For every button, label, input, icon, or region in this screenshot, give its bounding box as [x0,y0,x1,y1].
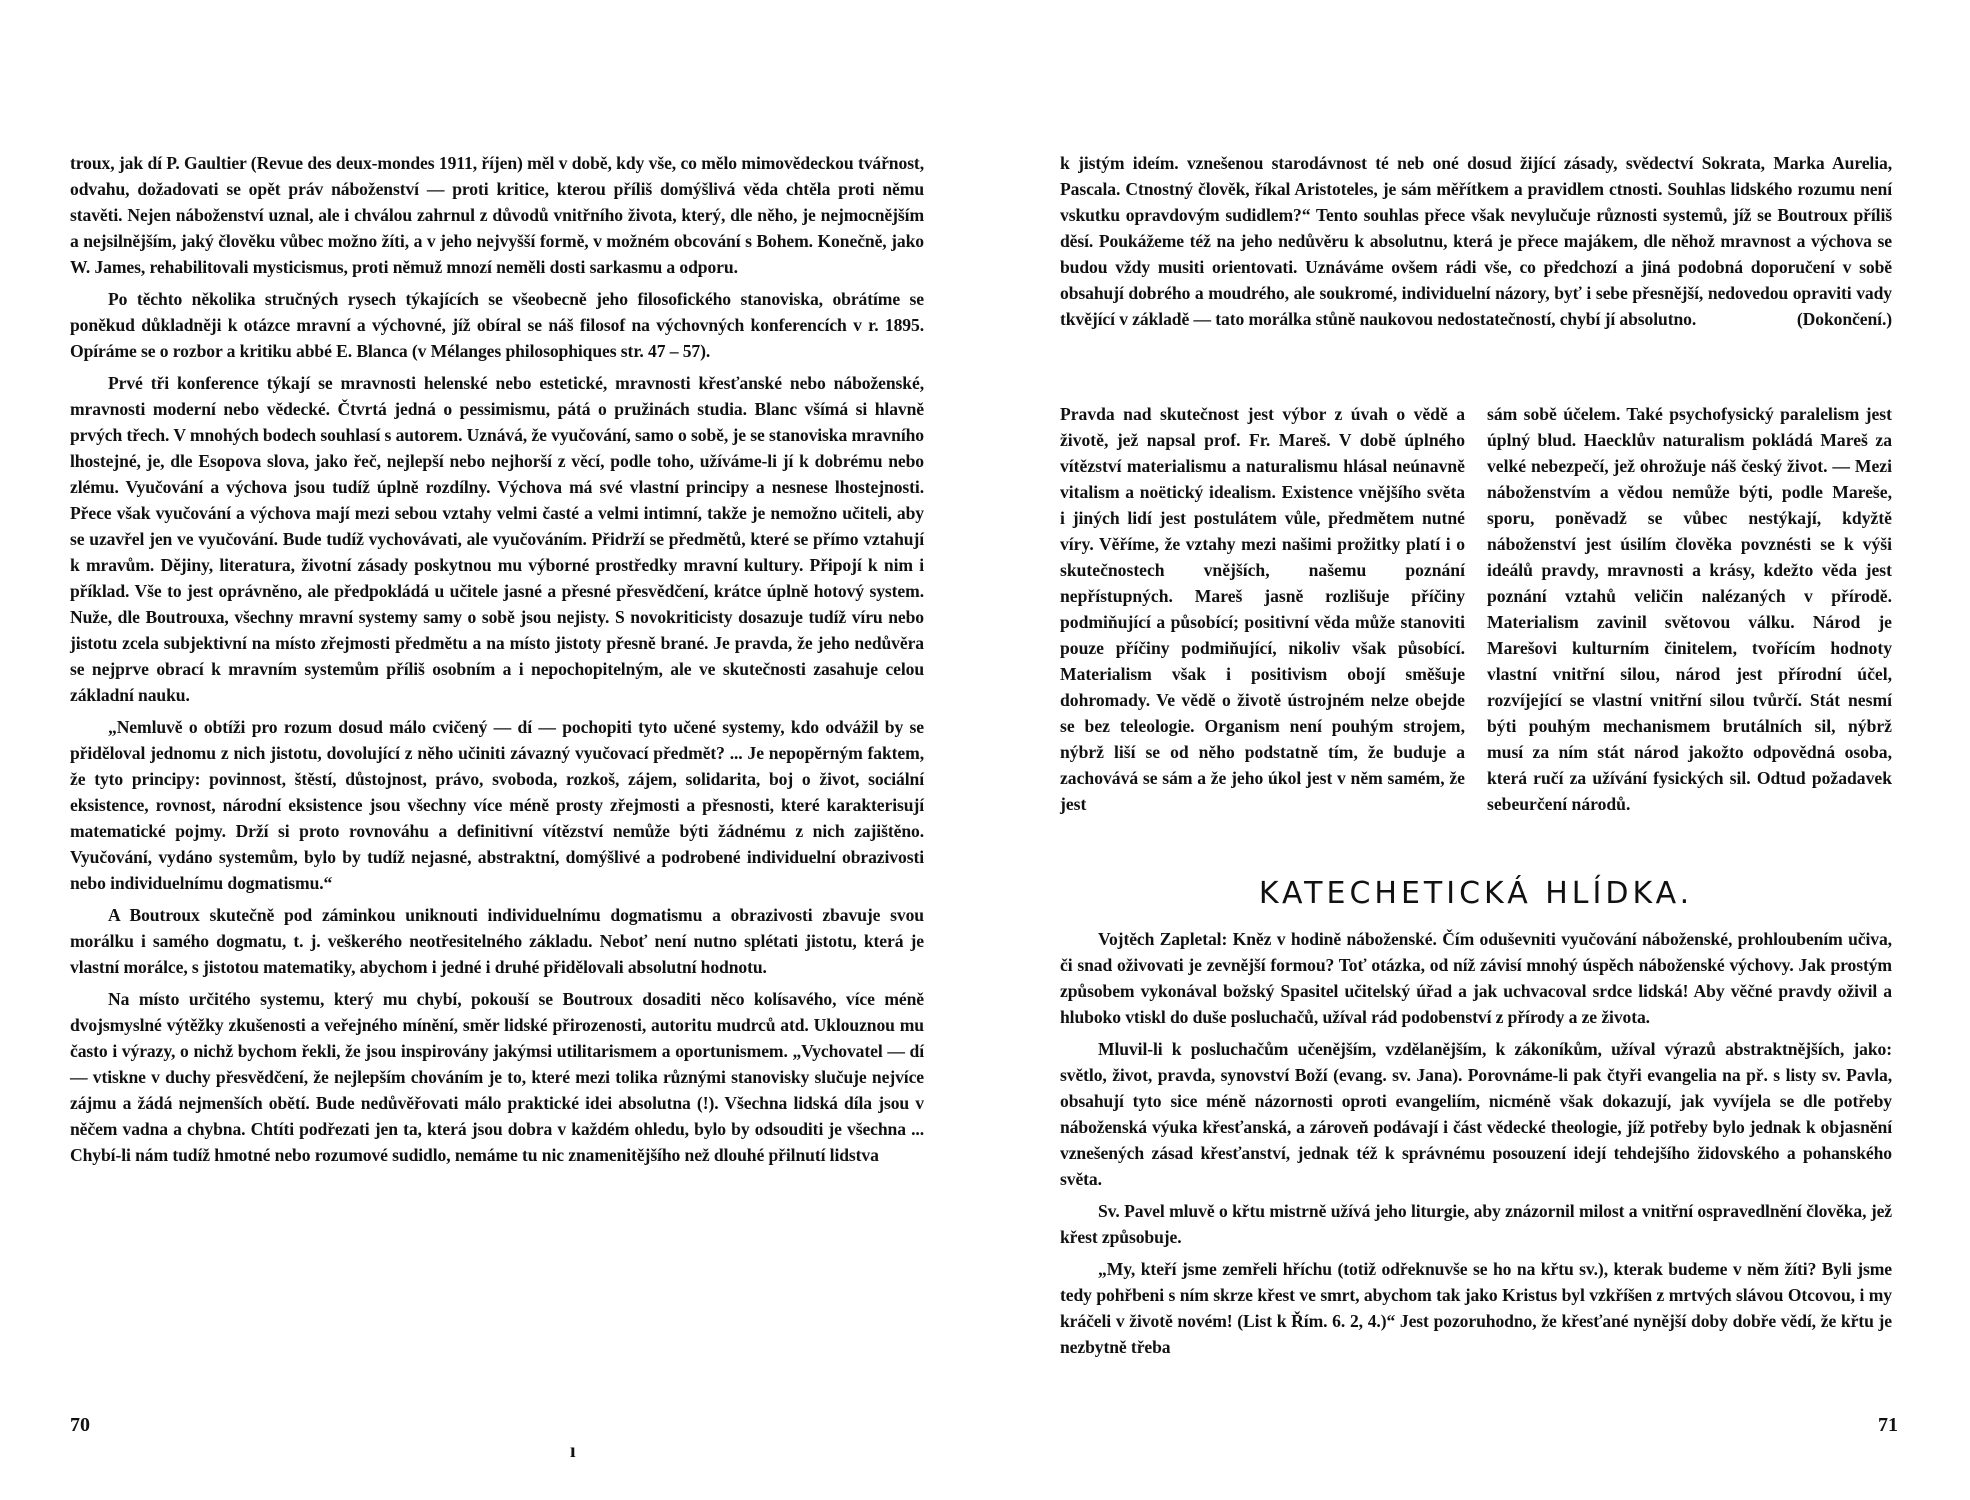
paragraph: Mluvil-li k posluchačům učenějším, vzdělanějším, k zákoníkům, užíval výrazů abstraktnějších, jako: světlo, život, pravda, synovství Boží (evang. sv. Jana). Porovnáme-li pak čtyři evangelia na př. s listy sv. Pavla, obsahují tyto sice méně názornosti oproti evangeliím, nicméně však dokazují, jak vyvíjela se dle potřeby náboženská výuka křesťanská, a zároveň podávají i část vědecké theologie, jíž potřeby bylo jednak k objasnění vznešených zásad křesťanství, jednak též k správnému posouzení idejí tehdejšího židovského a pohanského světa. [1060,1039,1892,1189]
intro-text: k jistým ideím. vznešenou starodávnost té neb oné dosud žijící zásady, svědectví Sokrata, Marka Aurelia, Pascala. Ctnostný člověk, říkal Aristoteles, je sám měřítkem a pravidlem ctnosti. Souhlas lidského rozumu není vskutku opravdovým sudidlem?“ Tento souhlas přece však nevylučuje různosti systemů, jíž se Boutroux příliš děsí. Poukážeme též na jeho nedůvěru k absolutnu, která je přece majákem, dle něhož mravnost a výchova se budou vždy musiti orientovati. Uznáváme ovšem rádi vše, co předchozí a jiná podobná doporučení v sobě obsahují dobrého a moudrého, ale soukromé, individuelní názory, byť i sebe přesnější, nedovedou opraviti vady tkvějící v základě — tato morálka stůně naukovou nedostatečností, chybí jí absolutno. [1060,153,1892,329]
paragraph: Prvé tři konference týkají se mravnosti helenské nebo estetické, mravnosti křesťanské nebo náboženské, mravnosti moderní nebo vědecké. Čtvrtá jedná o pessimismu, pátá o pružinách studia. Blanc všímá si hlavně prvých třech. V mnohých bodech souhlasí s autorem. Uznává, že vyučování, samo o sobě, je se stanoviska mravního lhostejné, je, dle Esopova slova, jako řeč, nejlepší nebo nejhorší z věcí, podle toho, užíváme-li jí k dobrému nebo zlému. Vyučování a výchova jsou tudíž úplně rozdílny. Výchova má své vlastní principy a nesnese lhostejnosti. Přece však vyučování a výchova mají mezi sebou vztahy velmi časté a velmi intimní, takže je nemožno učiteli, aby se uzavřel jen ve vyučování. Bude tudíž vychovávati, ale vyučováním. Přidrží se předmětů, které se přímo vztahují k mravům. Dějiny, literatura, životní zásady poskytnou mu výborné prostředky mravní kultury. Připojí k nim i příklad. Vše to jest oprávněno, ale předpokládá u učitele jasné a přesné přesvědčení, krátce úplně hotový system. Nuže, dle Boutrouxa, všechny mravní systemy samy o sobě jsou nejisty. S novokriticisty dosazuje tudíž víru nebo jistotu zcela subjektivní na místo zřejmosti předmětu a na místo jistoty přesně brané. Je pravda, že jeho nedůvěra se nejprve obrací k mravním systemům příliš osobním a i nepochopitelným, ale ve skutečnosti zasahuje celou základní nauku. [70,373,924,705]
right-intro-column [1060,150,1892,338]
stray-mark: ı [570,1440,576,1462]
paragraph: troux, jak dí P. Gaultier (Revue des deux-mondes 1911, říjen) měl v době, kdy vše, co mělo mimovědeckou tvářnost, odvahu, dožadovati se opět práv náboženství — proti kritice, kterou příliš domýšlivá věda chtěla proti němu stavěti. Nejen náboženství uznal, ale i chválou zahrnul z důvodů vnitřního života, který, dle něho, je nejmocnějším a nejsilnějším, jaký člověku vůbec možno žíti, a v jeho nejvyšší formě, v možném obcování s Bohem. Konečně, jako W. James, rehabilitovali mysticismus, proti němuž mnozí neměli dosti sarkasmu a odporu. [70,153,924,277]
paragraph: A Boutroux skutečně pod záminkou uniknouti individuelnímu dogmatismu a obrazivosti zbavuje svou morálku i samého dogmatu, t. j. veškerého neotřesitelného základu. Neboť není nutno splétati jistotu, která je vlastní morálce, s jistotou matematiky, abychom i jedné i druhé přidělovali absolutní hodnotu. [70,905,924,977]
section-heading: KATECHETICKÁ HLÍDKA. [1258,876,1694,911]
paragraph: „My, kteří jsme zemřeli hříchu (totiž odřeknuvše se ho na křtu sv.), kterak budeme v něm žíti? Byli jsme tedy pohřbeni s ním skrze křest ve smrt, abychom tak jako Kristus byl vzkříšen z mrtvých slávou Otcovou, i my kráčeli v životě novém! (List k Řím. 6. 2, 4.)“ Jest pozoruhodno, že křesťané nynější doby dobře vědí, že křtu je nezbytně třeba [1060,1259,1892,1357]
paragraph: Po těchto několika stručných rysech týkajících se všeobecně jeho filosofického stanoviska, obrátíme se poněkud důkladněji k otázce mravní a výchovné, jíž obíral se náš filosof na výchovných konferencích v r. 1895. Opíráme se o rozbor a kritiku abbé E. Blanca (v Mélanges philosophiques str. 47 – 57). [70,289,924,361]
paragraph: Na místo určitého systemu, který mu chybí, pokouší se Boutroux dosaditi něco kolísavého, více méně dvojsmyslné výtěžky zkušenosti a veřejného mínění, směr lidské přirozenosti, autoritu mudrců atd. Uklouznou mu často i výrazy, o nichž bychom řekli, že jsou inspirovány jakýmsi utilitarismem a oportunismem. „Vychovatel — dí — vtiskne v duchy přesvědčení, že nejlepším chováním je to, které mezi tolika různými stanovisky slučuje nejvíce zájmu a žádá nejmenších obětí. Bude nedůvěřovati málo praktické idei absolutna (!). Všechna lidská díla jsou v něčem vadna a chybna. Chtíti podřezati jen ta, která jsou dobra v každém ohledu, bylo by odsouditi je všechna ... Chybí-li nám tudíž hmotné nebo rozumové sudidlo, nemáme tu nic znamenitějšího než dlouhé přilnutí lidstva [70,989,924,1165]
page-number: 70 [70,1414,90,1436]
review-column-left [1060,401,1465,817]
paragraph [1060,150,1892,332]
paragraph: „Nemluvě o obtíži pro rozum dosud málo cvičený — dí — pochopiti tyto učené systemy, kdo odvážil by se přiděloval jednomu z nich jistotu, dovolující z něho učiniti závazný vyučovací předmět? ... Je nepopěrným faktem, že tyto principy: povinnost, štěstí, důstojnost, právo, svoboda, rozkoš, zájem, solidarita, boj o život, sociální eksistence, rovnost, národní eksistence jsou všechny více méně prosty zřejmosti a přesnosti, které karakterisují matematické pojmy. Drží si proto rovnováhu a definitivní vítězství nemůže býti žádnému z nich zajištěno. Vyučování, vydáno systemům, bylo by tudíž nejasné, abstraktní, domýšlivé a podrobené individuelní obrazivosti nebo individuelnímu dogmatismu.“ [70,717,924,893]
page-number: 71 [1878,1414,1898,1436]
katechetika-column [1060,926,1892,1366]
paragraph: sám sobě účelem. Také psychofysický paralelism jest úplný blud. Haecklův naturalism pokládá Mareš za velké nebezpečí, jež ohrožuje náš český život. — Mezi náboženstvím a vědou nemůže býti, podle Mareše, sporu, poněvadž se vůbec nestýkají, kdyžtě náboženství jest úsilím člověka povznésti se k výši ideálů pravdy, mravnosti a krásy, kdežto věda jest poznání vztahů veličin nalézaných v přírodě. Materialism zavinil světovou válku. Národ je Marešovi kulturním činitelem, tvořícím hodnoty vlastní vnitřní silou, národ jest přírodní účel, rozvíjející se vlastní vnitřní silou tvůrčí. Stát nesmí býti pouhým mechanismem brutálních sil, nýbrž musí za ním stát národ jakožto odpovědná osoba, která ručí za užívání fysických sil. Odtud požadavek sebeurčení národů. [1487,404,1892,814]
paragraph: Pravda nad skutečnost jest výbor z úvah o vědě a životě, jež napsal prof. Fr. Mareš. V době úplného vítězství materialismu a naturalismu hlásal neúnavně vitalism a noëtický idealism. Existence vnějšího světa i jiných lidí jest postulátem vůle, předmětem nutné víry. Věříme, že vztahy mezi našimi prožitky platí i o skutečnostech vnějších, našemu poznání nepřístupných. Mareš jasně rozlišuje příčiny podmiňující a působící; positivní věda může stanoviti pouze příčiny podmiňující, nikoliv však působící. Materialism však i positivism obojí směšuje dohromady. Ve vědě o životě ústrojném nelze obejde se bez teleologie. Organism není pouhým strojem, nýbrž liší se od něho podstatně tím, že buduje a zachovává se sám a že jeho úkol jest v něm samém, že jest [1060,404,1465,814]
left-text-column [70,150,924,1174]
review-column-right [1487,401,1892,817]
review-two-columns [1060,401,1892,817]
continuation-note: (Dokončení.) [1796,309,1892,329]
right-page [985,0,1970,1500]
paragraph: Sv. Pavel mluvě o křtu mistrně užívá jeho liturgie, aby znázornil milost a vnitřní ospravedlnění člověka, jež křest způsobuje. [1060,1201,1892,1247]
paragraph: Vojtěch Zapletal: Kněz v hodině náboženské. Čím oduševniti vyučování náboženské, prohloubením učiva, či snad oživovati je zevnější formou? Toť otázka, od níž závisí mnohý úspěch náboženské výchovy. Jak prostým způsobem vykonával božský Spasitel učitelský úřad a jak uchvacoval srdce lidská! Aby věčné pravdy oživil a hluboko vtiskl do duše posluchačů, užíval rád podobenství z přírody a ze života. [1060,929,1892,1027]
